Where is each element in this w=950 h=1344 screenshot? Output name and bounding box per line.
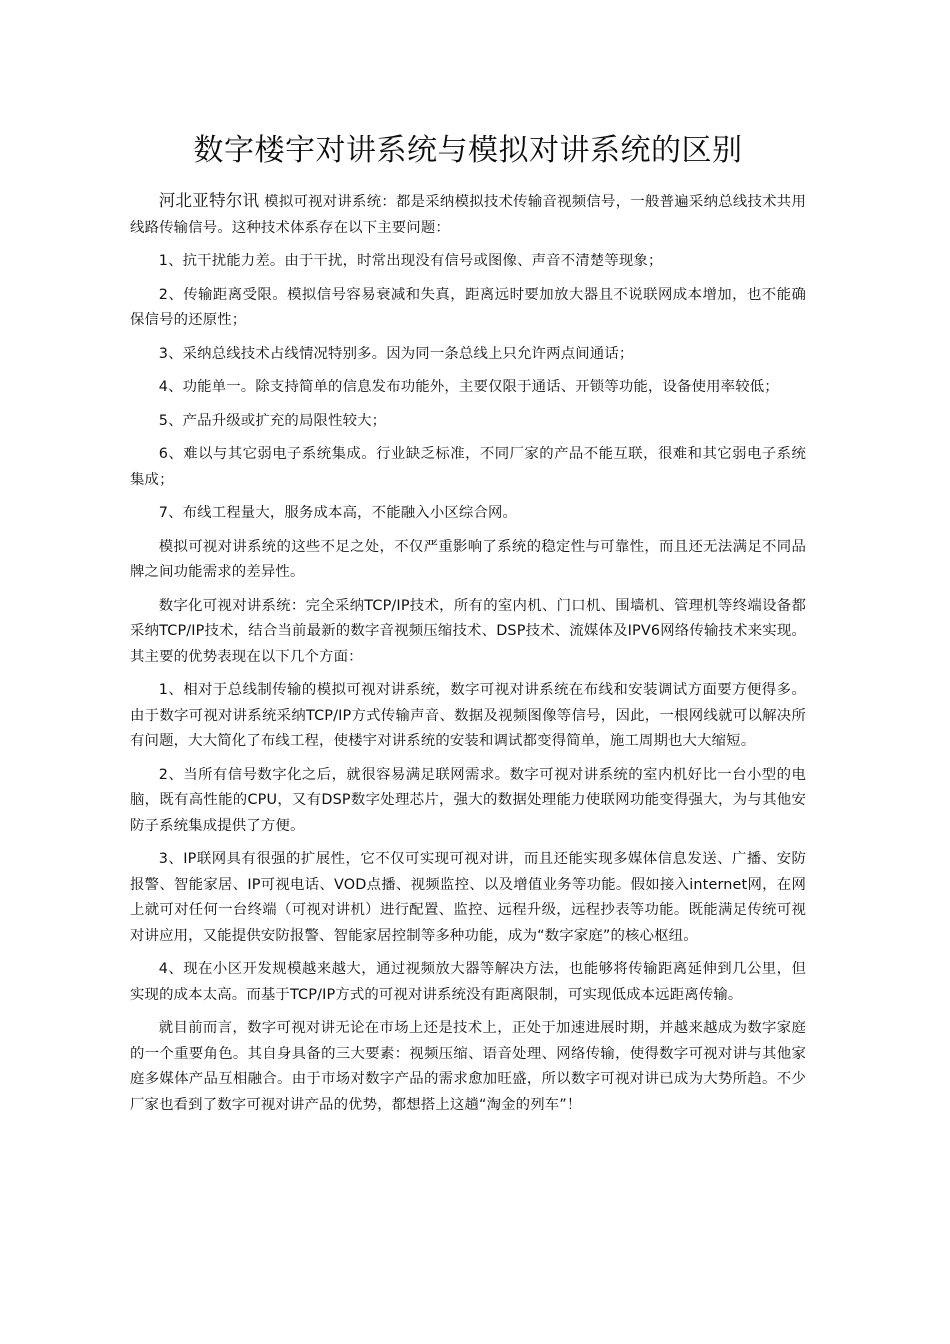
paragraph-digital-advantage-4: 4、现在小区开发规模越来越大，通过视频放大器等解决方法，也能够将传输距离延伸到几公里，但实现的成本太高。而基于TCP/IP方式的可视对讲系统没有距离限制，可实现低成本远距离传输。 — [130, 961, 806, 1003]
paragraph-analog-issue-6: 6、难以与其它弱电子系统集成。行业缺乏标准，不同厂家的产品不能互联，很难和其它弱电子系统集成； — [130, 446, 806, 488]
paragraph-conclusion: 就目前而言，数字可视对讲无论在市场上还是技术上，正处于加速进展时期，并越来越成为数字家庭的一个重要角色。其自身具备的三大要素：视频压缩、语音处理、网络传输，使得数字可视对讲与其他家庭多媒体产品互相融合。由于市场对数字产品的需求愈加旺盛，所以数字可视对讲已成为大势所趋。不少厂家也看到了数字可视对讲产品的优势，都想搭上这趟“淘金的列车”！ — [130, 1020, 806, 1113]
paragraph-analog-issue-5: 5、产品升级或扩充的局限性较大； — [158, 412, 387, 429]
paragraph-digital-advantage-2: 2、当所有信号数字化之后，就很容易满足联网需求。数字可视对讲系统的室内机好比一台小型的电脑，既有高性能的CPU，又有DSP数字处理芯片，强大的数据处理能力使联网功能变得强大，为与其他安防子系统集成提供了方便。 — [130, 766, 806, 834]
paragraph-digital-advantage-3: 3、IP联网具有很强的扩展性，它不仅可实现可视对讲，而且还能实现多媒体信息发送、广播、安防报警、智能家居、IP可视电话、VOD点播、视频监控、以及增值业务等功能。假如接入internet网，在网上就可对任何一台终端（可视对讲机）进行配置、监控、远程升级，远程抄表等功能。既能满足传统可视对讲应用，又能提供安防报警、智能家居控制等多种功能，成为“数字家庭”的核心枢纽。 — [130, 851, 806, 944]
paragraph-analog-issue-7: 7、布线工程量大，服务成本高，不能融入小区综合网。 — [158, 505, 518, 521]
paragraph-digital-intro: 数字化可视对讲系统：完全采纳TCP/IP技术，所有的室内机、门口机、围墙机、管理机等终端设备都采纳TCP/IP技术，结合当前最新的数字音视频压缩技术、DSP技术、流媒体及IPV6网络传输技术来实现。其主要的优势表现在以下几个方面： — [130, 597, 806, 665]
paragraph-analog-issue-1: 1、抗干扰能力差。由于干扰，时常出现没有信号或图像、声音不清楚等现象； — [158, 253, 663, 269]
intro-paragraph — [130, 188, 806, 241]
document-title: 数字楼宇对讲系统与模拟对讲系统的区别 — [193, 133, 743, 168]
intro-text: 模拟可视对讲系统：都是采纳模拟技术传输音视频信号，一般普遍采纳总线技术共用线路传输信号。这种技术体系存在以下主要问题： — [130, 194, 806, 236]
company-name: 河北亚特尔讯 — [158, 191, 260, 210]
document-page — [130, 128, 806, 1126]
paragraph-analog-issue-3: 3、采纳总线技术占线情况特别多。因为同一条总线上只允许两点间通话； — [158, 345, 634, 362]
paragraph-analog-summary: 模拟可视对讲系统的这些不足之处，不仅严重影响了系统的稳定性与可靠性，而且还无法满足不同品牌之间功能需求的差异性。 — [130, 538, 806, 580]
paragraph-analog-issue-4: 4、功能单一。除支持简单的信息发布功能外，主要仅限于通话、开锁等功能，设备使用率较低； — [158, 379, 779, 395]
paragraph-digital-advantage-1: 1、相对于总线制传输的模拟可视对讲系统，数字可视对讲系统在布线和安装调试方面要方便得多。由于数字可视对讲系统采纳TCP/IP方式传输声音、数据及视频图像等信号，因此，一根网线就可以解决所有问题，大大简化了布线工程，使楼宇对讲系统的安装和调试都变得简单，施工周期也大大缩短。 — [130, 682, 806, 749]
paragraph-analog-issue-2: 2、传输距离受限。模拟信号容易衰减和失真，距离远时要加放大器且不说联网成本增加，也不能确保信号的还原性； — [130, 286, 806, 328]
